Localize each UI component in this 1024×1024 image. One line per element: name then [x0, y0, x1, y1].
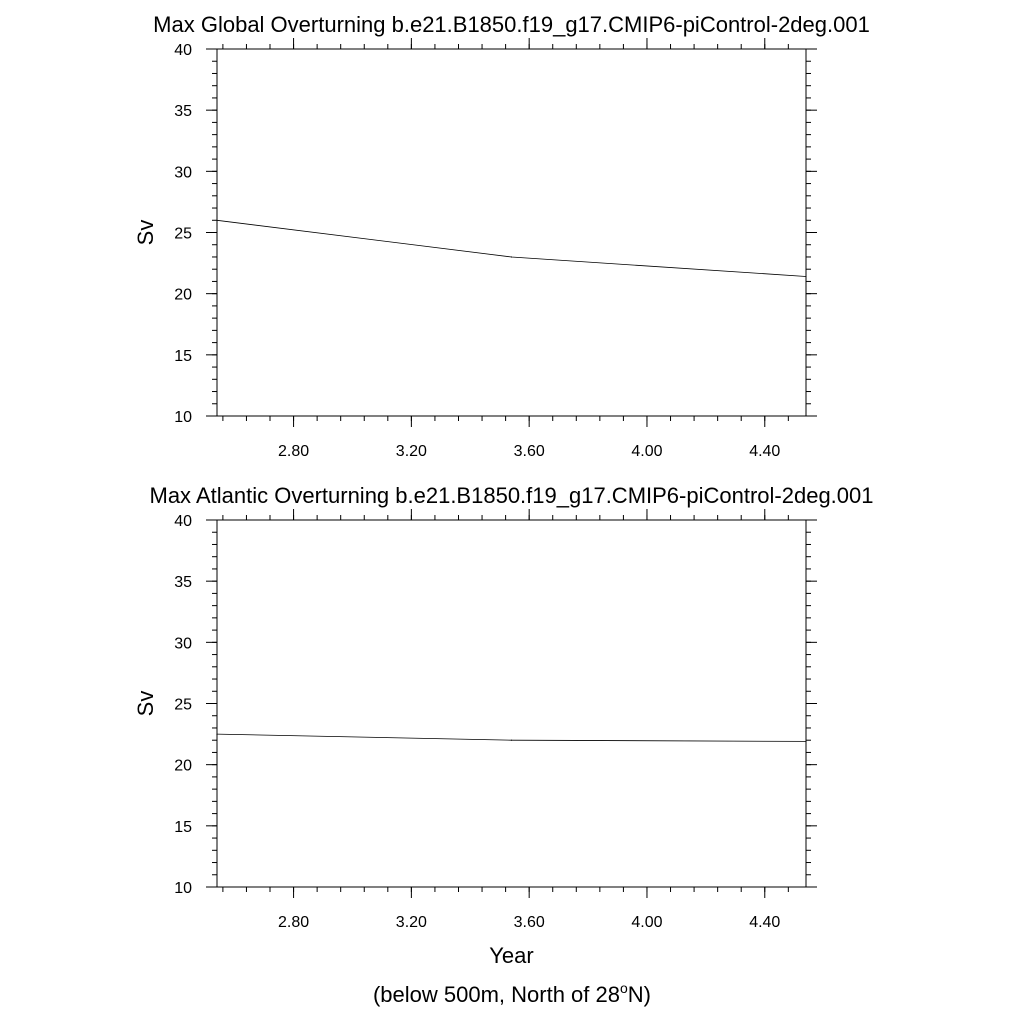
x-tick-label: 2.80	[277, 443, 310, 460]
data-point	[511, 256, 512, 257]
y-tick-label: 15	[174, 818, 192, 836]
footnote-prefix: (below 500m, North of 28	[372, 982, 621, 1007]
y-axis-title: Sv	[133, 690, 158, 717]
y-tick-label: 35	[174, 574, 192, 592]
plot-frame	[217, 49, 806, 416]
chart-title: Max Global Overturning b.e21.B1850.f19_g17.CMIP6-piControl-2deg.001	[153, 12, 870, 37]
x-tick-label: 3.60	[513, 443, 545, 460]
plot-frame	[217, 520, 806, 887]
x-tick-label: 3.20	[395, 443, 427, 460]
x-tick-label: 3.20	[395, 914, 427, 931]
y-tick-label: 15	[174, 347, 192, 365]
footnote	[373, 980, 651, 1007]
data-point	[805, 276, 806, 277]
y-tick-label: 10	[174, 409, 192, 426]
y-axis-title: Sv	[133, 219, 158, 246]
y-tick-label: 30	[174, 635, 192, 653]
footnote-suffix: N)	[627, 982, 652, 1007]
y-tick-label: 20	[174, 286, 192, 304]
footnote-degree: o	[620, 980, 628, 996]
x-tick-label: 3.60	[513, 914, 545, 931]
data-point	[511, 740, 512, 741]
x-axis-title: Year	[489, 943, 534, 968]
x-tick-label: 4.40	[749, 443, 781, 460]
x-tick-label: 2.80	[277, 914, 310, 931]
chart-title: Max Atlantic Overturning b.e21.B1850.f19_g17.CMIP6-piControl-2deg.001	[149, 483, 874, 508]
y-tick-label: 40	[174, 513, 192, 530]
x-tick-label: 4.00	[631, 914, 663, 931]
y-tick-label: 40	[174, 42, 192, 59]
y-tick-label: 20	[174, 757, 192, 775]
data-point	[805, 741, 806, 742]
series-line	[217, 220, 806, 276]
global-overturning-panel	[133, 12, 870, 460]
x-tick-label: 4.00	[631, 443, 663, 460]
data-point	[216, 220, 217, 221]
y-tick-label: 30	[174, 164, 192, 182]
y-tick-label: 25	[174, 225, 192, 243]
atlantic-overturning-panel	[133, 483, 874, 968]
y-tick-label: 35	[174, 103, 192, 121]
y-tick-label: 25	[174, 696, 192, 714]
y-tick-label: 10	[174, 880, 192, 897]
data-point	[216, 733, 217, 734]
x-tick-label: 4.40	[749, 914, 781, 931]
